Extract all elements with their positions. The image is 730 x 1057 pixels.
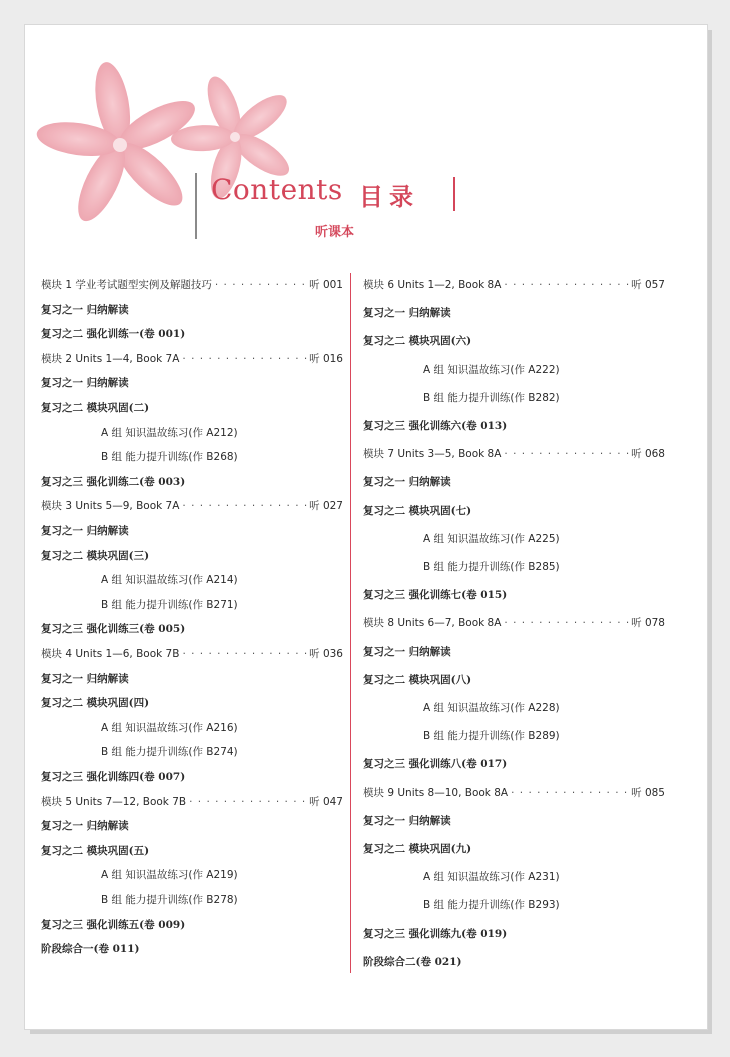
toc-sub-entry[interactable]: A 组 知识温故练习(作 A228) bbox=[423, 702, 560, 714]
toc-entry-label: 模块 8 Units 6—7, Book 8A bbox=[363, 617, 502, 630]
toc-sub-entry[interactable]: B 组 能力提升训练(作 B271) bbox=[101, 598, 238, 611]
toc-review-entry[interactable]: 复习之一 归纳解读 bbox=[41, 672, 129, 685]
leader-dots bbox=[179, 349, 309, 369]
toc-module-entry[interactable] bbox=[363, 783, 665, 803]
toc-review-entry[interactable]: 复习之二 模块巩固(四) bbox=[41, 697, 150, 710]
toc-entry-label: 模块 4 Units 1—6, Book 7B bbox=[41, 648, 180, 660]
toc-review-entry[interactable]: 阶段综合一(卷 011) bbox=[41, 943, 140, 956]
toc-module-entry[interactable] bbox=[41, 644, 343, 664]
leader-dots bbox=[508, 783, 631, 803]
title-accent-bar bbox=[453, 177, 455, 211]
toc-sub-entry[interactable]: B 组 能力提升训练(作 B278) bbox=[101, 894, 238, 906]
title-left-rule bbox=[195, 173, 211, 239]
toc-sub-entry[interactable]: A 组 知识温故练习(作 A219) bbox=[101, 869, 238, 882]
toc-sub-entry[interactable]: B 组 能力提升训练(作 B282) bbox=[423, 391, 560, 404]
subtitle: 听课本 bbox=[315, 225, 355, 240]
contents-title-cn: 目录 bbox=[359, 182, 419, 211]
toc-review-entry[interactable]: 复习之二 模块巩固(九) bbox=[363, 843, 472, 855]
toc-module-entry[interactable] bbox=[41, 275, 343, 295]
leader-dots bbox=[501, 275, 631, 295]
toc-entry-label: 模块 1 学业考试题型实例及解题技巧 bbox=[41, 279, 212, 291]
toc-review-entry[interactable]: 阶段综合二(卷 021) bbox=[363, 955, 462, 968]
toc-page-number: 听 047 bbox=[309, 795, 343, 808]
toc-entry-label: 模块 3 Units 5—9, Book 7A bbox=[41, 500, 180, 513]
toc-page-number: 听 016 bbox=[309, 352, 343, 365]
toc-page-number: 听 085 bbox=[631, 786, 665, 799]
toc-review-entry[interactable]: 复习之三 强化训练九(卷 019) bbox=[363, 927, 508, 940]
toc-sub-entry[interactable]: B 组 能力提升训练(作 B293) bbox=[423, 899, 560, 912]
toc-sub-entry[interactable]: A 组 知识温故练习(作 A214) bbox=[101, 574, 238, 587]
toc-review-entry[interactable]: 复习之一 归纳解读 bbox=[41, 525, 129, 537]
leader-dots bbox=[186, 792, 309, 812]
leader-dots bbox=[179, 496, 309, 516]
toc-page-number: 听 036 bbox=[309, 648, 343, 660]
toc-review-entry[interactable]: 复习之三 强化训练七(卷 015) bbox=[363, 589, 508, 602]
leader-dots bbox=[501, 613, 631, 633]
leader-dots bbox=[179, 644, 309, 664]
leader-dots bbox=[501, 444, 631, 464]
toc-review-entry[interactable]: 复习之三 强化训练八(卷 017) bbox=[363, 758, 508, 771]
toc-entry-label: 模块 9 Units 8—10, Book 8A bbox=[363, 786, 509, 799]
toc-page-number: 听 057 bbox=[631, 279, 665, 291]
toc-review-entry[interactable]: 复习之二 模块巩固(六) bbox=[363, 335, 472, 348]
toc-review-entry[interactable]: 复习之三 强化训练五(卷 009) bbox=[41, 918, 186, 931]
toc-sub-entry[interactable]: B 组 能力提升训练(作 B285) bbox=[423, 561, 560, 573]
toc-page-number: 听 027 bbox=[309, 500, 343, 513]
toc-review-entry[interactable]: 复习之一 归纳解读 bbox=[363, 476, 451, 489]
toc-review-entry[interactable]: 复习之二 模块巩固(五) bbox=[41, 844, 150, 857]
leader-dots bbox=[212, 275, 309, 295]
document-page bbox=[24, 24, 708, 1030]
toc-review-entry[interactable]: 复习之一 归纳解读 bbox=[363, 814, 451, 827]
toc-review-entry[interactable]: 复习之一 归纳解读 bbox=[41, 303, 129, 316]
toc-sub-entry[interactable]: A 组 知识温故练习(作 A216) bbox=[101, 721, 238, 734]
toc-review-entry[interactable]: 复习之三 强化训练二(卷 003) bbox=[41, 475, 186, 488]
toc-entry-label: 模块 5 Units 7—12, Book 7B bbox=[41, 795, 187, 808]
toc-review-entry[interactable]: 复习之二 模块巩固(三) bbox=[41, 549, 150, 562]
toc-review-entry[interactable]: 复习之二 模块巩固(二) bbox=[41, 402, 150, 414]
toc-review-entry[interactable]: 复习之一 归纳解读 bbox=[41, 820, 129, 833]
toc-module-entry[interactable] bbox=[41, 349, 343, 369]
toc-page-number: 听 078 bbox=[631, 617, 665, 630]
toc-module-entry[interactable] bbox=[363, 613, 665, 633]
toc-module-entry[interactable] bbox=[363, 444, 665, 464]
toc-review-entry[interactable]: 复习之二 强化训练一(卷 001) bbox=[41, 328, 186, 341]
column-divider bbox=[350, 273, 351, 973]
toc-review-entry[interactable]: 复习之三 强化训练四(卷 007) bbox=[41, 771, 186, 783]
toc-review-entry[interactable]: 复习之三 强化训练六(卷 013) bbox=[363, 420, 508, 432]
toc-entry-label: 模块 6 Units 1—2, Book 8A bbox=[363, 279, 502, 291]
toc-page-number: 听 001 bbox=[309, 279, 343, 291]
flower-decoration bbox=[25, 25, 325, 265]
toc-sub-entry[interactable]: B 组 能力提升训练(作 B289) bbox=[423, 730, 560, 743]
toc-entry-label: 模块 2 Units 1—4, Book 7A bbox=[41, 352, 180, 365]
toc-module-entry[interactable] bbox=[41, 496, 343, 516]
contents-title: Contents bbox=[211, 173, 343, 206]
toc-sub-entry[interactable]: A 组 知识温故练习(作 A231) bbox=[423, 871, 560, 884]
toc-review-entry[interactable]: 复习之一 归纳解读 bbox=[41, 377, 129, 390]
toc-module-entry[interactable] bbox=[363, 275, 665, 295]
toc-review-entry[interactable]: 复习之三 强化训练三(卷 005) bbox=[41, 623, 186, 636]
toc-sub-entry[interactable]: B 组 能力提升训练(作 B274) bbox=[101, 746, 238, 759]
toc-entry-label: 模块 7 Units 3—5, Book 8A bbox=[363, 448, 502, 461]
toc-sub-entry[interactable]: B 组 能力提升训练(作 B268) bbox=[101, 451, 238, 464]
toc-page-number: 听 068 bbox=[631, 448, 665, 461]
toc-review-entry[interactable]: 复习之二 模块巩固(八) bbox=[363, 673, 472, 686]
toc-sub-entry[interactable]: A 组 知识温故练习(作 A222) bbox=[423, 363, 560, 376]
toc-review-entry[interactable]: 复习之一 归纳解读 bbox=[363, 645, 451, 658]
toc-review-entry[interactable]: 复习之二 模块巩固(七) bbox=[363, 504, 472, 517]
toc-sub-entry[interactable]: A 组 知识温故练习(作 A212) bbox=[101, 426, 238, 439]
toc-module-entry[interactable] bbox=[41, 792, 343, 812]
toc-review-entry[interactable]: 复习之一 归纳解读 bbox=[363, 307, 451, 320]
toc-sub-entry[interactable]: A 组 知识温故练习(作 A225) bbox=[423, 532, 560, 545]
